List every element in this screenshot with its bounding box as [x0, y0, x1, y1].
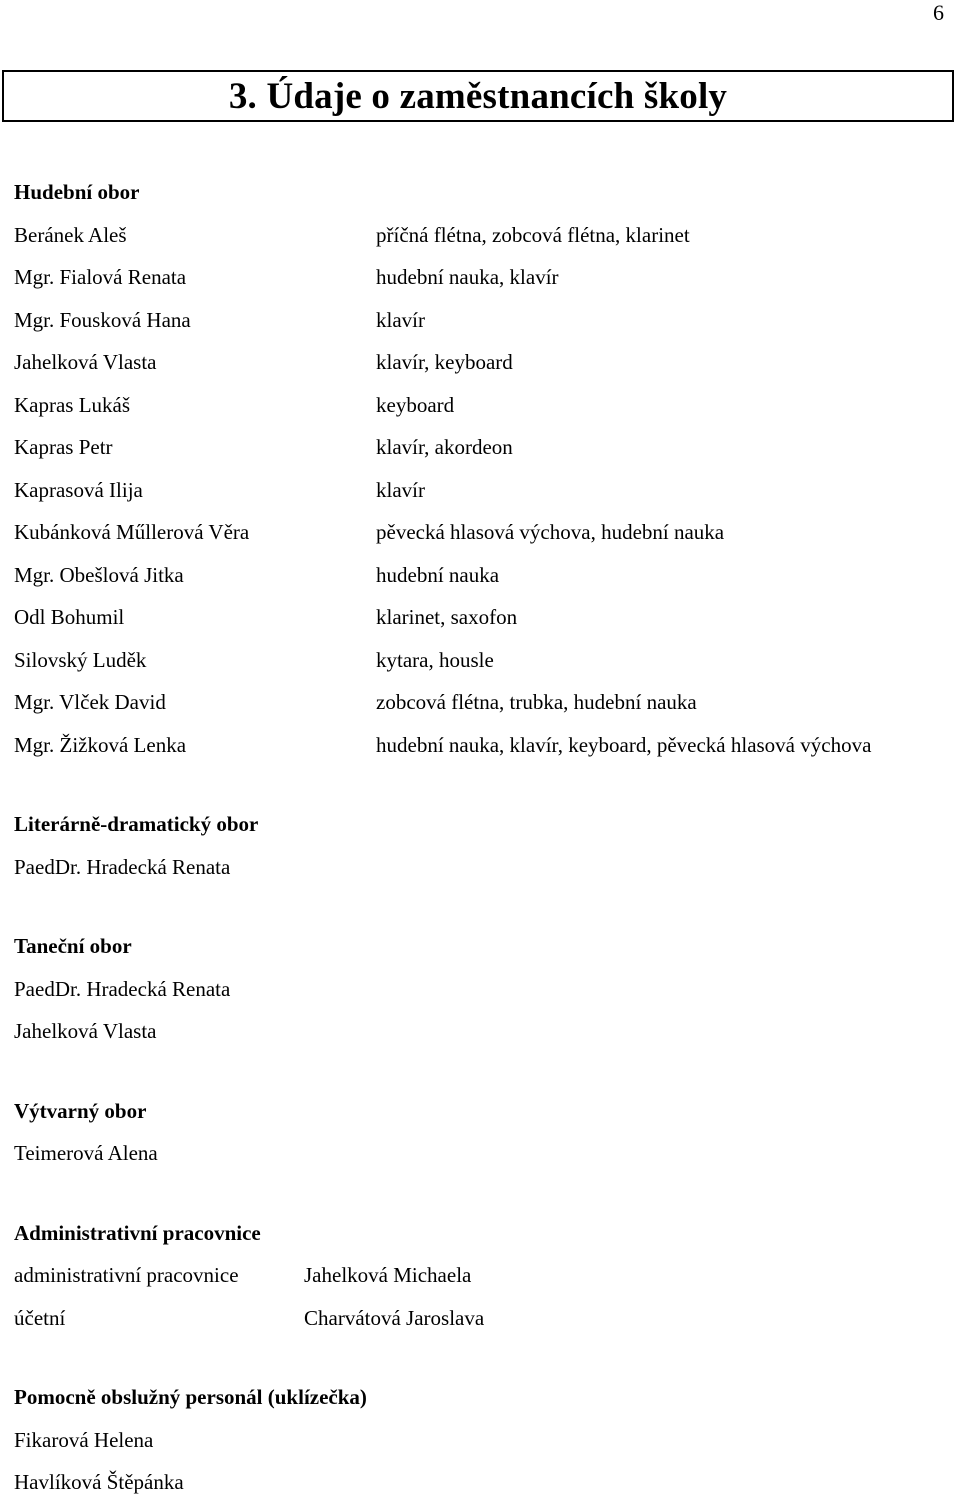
- page-title: 3. Údaje o zaměstnancích školy: [228, 75, 728, 117]
- section-gap: [14, 888, 944, 925]
- admin-row: [14, 1254, 944, 1297]
- staff-row: [14, 426, 944, 469]
- staff-name: Jahelková Michaela: [304, 1263, 472, 1287]
- admin-row: [14, 1297, 944, 1340]
- staff-subject: kytara, housle: [376, 647, 494, 672]
- staff-name: Kapras Lukáš: [14, 392, 131, 417]
- staff-name: Teimerová Alena: [14, 1141, 158, 1165]
- staff-row: [14, 469, 944, 512]
- staff-subject: klarinet, saxofon: [376, 605, 518, 629]
- staff-row: [14, 511, 944, 554]
- staff-name: Kubánková Műllerová Věra: [14, 520, 250, 544]
- staff-subject: pěvecká hlasová výchova, hudební nauka: [376, 520, 725, 544]
- staff-name: Jahelková Vlasta: [14, 1019, 157, 1043]
- section-heading-hudebni: Hudební obor: [14, 180, 140, 204]
- section-heading-vytvarny: Výtvarný obor: [14, 1098, 147, 1123]
- staff-row: [14, 724, 944, 767]
- section-heading-literarne: Literárně-dramatický obor: [14, 812, 259, 836]
- staff-row: [14, 596, 944, 639]
- section-gap: [14, 1339, 944, 1376]
- staff-subject: zobcová flétna, trubka, hudební nauka: [376, 690, 697, 714]
- staff-row: [14, 341, 944, 384]
- staff-name: Mgr. Vlček David: [14, 690, 166, 714]
- section-heading-administrativni: Administrativní pracovnice: [14, 1220, 261, 1245]
- staff-name: Mgr. Fialová Renata: [14, 265, 187, 289]
- staff-subject: klavír, keyboard: [376, 350, 513, 374]
- staff-row: [14, 681, 944, 724]
- staff-row: [14, 384, 944, 427]
- staff-name: Kaprasová Ilija: [14, 477, 143, 502]
- staff-subject: hudební nauka, klavír, keyboard, pěvecká hlasová výchova: [376, 732, 872, 757]
- staff-subject: keyboard: [376, 392, 455, 417]
- section-heading-pomocne: Pomocně obslužný personál (uklízečka): [14, 1385, 367, 1409]
- staff-name: Mgr. Fousková Hana: [14, 307, 191, 332]
- staff-row: [14, 256, 944, 299]
- section-gap: [14, 1175, 944, 1212]
- section-gap: [14, 766, 944, 803]
- page-number: 6: [933, 0, 944, 25]
- staff-name: Mgr. Žižková Lenka: [14, 732, 187, 757]
- staff-name: Fikarová Helena: [14, 1427, 154, 1452]
- staff-subject: klavír, akordeon: [376, 435, 513, 459]
- staff-name: Jahelková Vlasta: [14, 350, 157, 374]
- staff-name: Beránek Aleš: [14, 222, 127, 247]
- title-box: [2, 70, 954, 122]
- staff-subject: klavír: [376, 477, 425, 502]
- staff-name: Mgr. Obešlová Jitka: [14, 562, 184, 587]
- document-body: [14, 171, 944, 1504]
- staff-row: [14, 214, 944, 257]
- staff-subject: klavír: [376, 307, 425, 332]
- staff-subject: hudební nauka: [376, 562, 500, 587]
- staff-row: [14, 554, 944, 597]
- staff-list-hudebni: [14, 214, 944, 767]
- staff-name: PaedDr. Hradecká Renata: [14, 854, 231, 879]
- staff-name: PaedDr. Hradecká Renata: [14, 976, 231, 1001]
- staff-row: [14, 639, 944, 682]
- section-gap: [14, 1053, 944, 1090]
- staff-row: [14, 299, 944, 342]
- staff-name: Charvátová Jaroslava: [304, 1305, 485, 1330]
- staff-role: administrativní pracovnice: [14, 1263, 239, 1287]
- staff-name: Havlíková Štěpánka: [14, 1470, 184, 1494]
- staff-subject: příčná flétna, zobcová flétna, klarinet: [376, 222, 690, 247]
- staff-role: účetní: [14, 1305, 66, 1330]
- staff-name: Odl Bohumil: [14, 605, 125, 629]
- staff-subject: hudební nauka, klavír: [376, 265, 559, 289]
- staff-name: Silovský Luděk: [14, 647, 147, 672]
- section-heading-tanecni: Taneční obor: [14, 934, 132, 958]
- staff-name: Kapras Petr: [14, 435, 113, 459]
